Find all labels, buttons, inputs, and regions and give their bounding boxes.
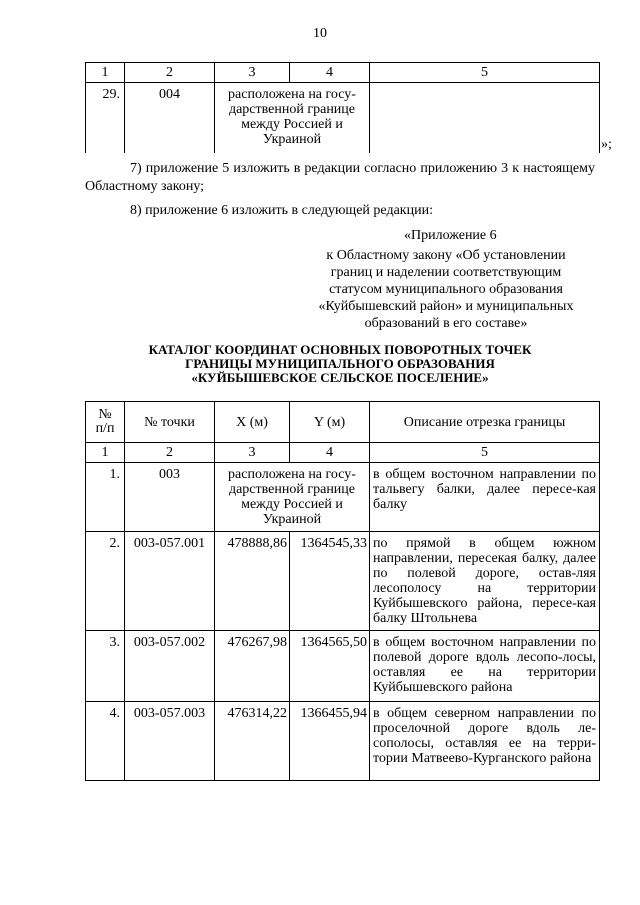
location-line: дарственной границе: [228, 482, 356, 497]
header-cell: 3: [215, 63, 290, 83]
table-row: [86, 631, 600, 702]
x-coordinate: 476314,22: [215, 702, 290, 781]
location-line: расположена на госу-: [228, 87, 356, 102]
header-y: Y (м): [290, 402, 370, 443]
segment-description: по прямой в общем южном направлении, пересекая балку, далее по полевой дороге, остав-ляя лесополосу на территории Куйбышевского района, пересе-кая балку Штольнева: [370, 532, 600, 631]
header-point: № точки: [125, 402, 215, 443]
closing-quote: »;: [601, 137, 612, 152]
point-number: 003-057.002: [125, 631, 215, 702]
continuation-table: [85, 62, 600, 153]
row-number: 2.: [86, 532, 125, 631]
x-coordinate: 476267,98: [215, 631, 290, 702]
point-number: 003-057.003: [125, 702, 215, 781]
point-number: 003: [125, 463, 215, 532]
appendix-line: границ и наделении соответствующим: [330, 265, 562, 280]
column-number: 3: [215, 443, 290, 463]
catalog-title-line: «КУЙБЫШЕВСКОЕ СЕЛЬСКОЕ ПОСЕЛЕНИЕ»: [191, 370, 489, 385]
header-cell: 5: [370, 63, 600, 83]
header-cell: 4: [290, 63, 370, 83]
table-row: [86, 83, 600, 154]
catalog-title-line: ГРАНИЦЫ МУНИЦИПАЛЬНОГО ОБРАЗОВАНИЯ: [185, 356, 495, 371]
header-number-abbr: п/п: [95, 421, 115, 436]
appendix-title: «Приложение 6: [404, 228, 497, 243]
column-number: 1: [86, 443, 125, 463]
appendix-line: «Куйбышевский район» и муниципальных: [318, 299, 574, 314]
location-line: между Россией и: [241, 117, 343, 132]
paragraph-item-8: 8) приложение 6 изложить в следующей редакции:: [130, 203, 433, 218]
header-number: [86, 402, 125, 443]
header-row: [86, 63, 600, 83]
point-number: 003-057.001: [125, 532, 215, 631]
location-cell: [215, 463, 370, 532]
row-number: 3.: [86, 631, 125, 702]
page-number: 10: [313, 26, 327, 41]
location-line: Украиной: [262, 512, 322, 527]
header-row: [86, 402, 600, 443]
segment-description: в общем восточном направлении по полевой дороге вдоль лесопо-лосы, оставляя ее на территории Куйбышевского района: [370, 631, 600, 702]
header-number-sign: №: [98, 407, 112, 422]
x-coordinate: 478888,86: [215, 532, 290, 631]
column-number: 2: [125, 443, 215, 463]
column-numbers-row: [86, 443, 600, 463]
header-cell: 2: [125, 63, 215, 83]
y-coordinate: 1364545,33: [290, 532, 370, 631]
column-number: 4: [290, 443, 370, 463]
location-cell: [215, 83, 370, 154]
location-line: Украиной: [262, 132, 322, 147]
paragraph-item-7: 7) приложение 5 изложить в редакции согласно приложению 3 к настоящему Областному закону;: [85, 161, 595, 194]
appendix-caption: [296, 247, 596, 332]
row-number: 4.: [86, 702, 125, 781]
table-row: [86, 532, 600, 631]
table-row: [86, 463, 600, 532]
location-line: расположена на госу-: [228, 467, 356, 482]
description-cell: [370, 83, 600, 154]
appendix-line: образований в его составе»: [364, 316, 528, 331]
appendix-line: к Областному закону «Об установлении: [326, 248, 566, 263]
catalog-title: [85, 343, 595, 385]
coordinates-table: [85, 401, 600, 781]
y-coordinate: 1364565,50: [290, 631, 370, 702]
header-description: Описание отрезка границы: [370, 402, 600, 443]
row-number: 29.: [86, 83, 125, 154]
location-line: между Россией и: [241, 497, 343, 512]
location-line: дарственной границе: [228, 102, 356, 117]
point-number: 004: [125, 83, 215, 154]
header-cell: 1: [86, 63, 125, 83]
table-row: [86, 702, 600, 781]
catalog-title-line: КАТАЛОГ КООРДИНАТ ОСНОВНЫХ ПОВОРОТНЫХ ТОЧЕК: [148, 342, 532, 357]
segment-description: в общем восточном направлении по тальвегу балки, далее пересе-кая балку: [370, 463, 600, 532]
y-coordinate: 1366455,94: [290, 702, 370, 781]
segment-description: в общем северном направлении по проселочной дороге вдоль ле-сополосы, оставляя ее на терри-тории Матвеево-Курганского района: [370, 702, 600, 781]
appendix-line: статусом муниципального образования: [329, 282, 563, 297]
header-x: X (м): [215, 402, 290, 443]
row-number: 1.: [86, 463, 125, 532]
column-number: 5: [370, 443, 600, 463]
